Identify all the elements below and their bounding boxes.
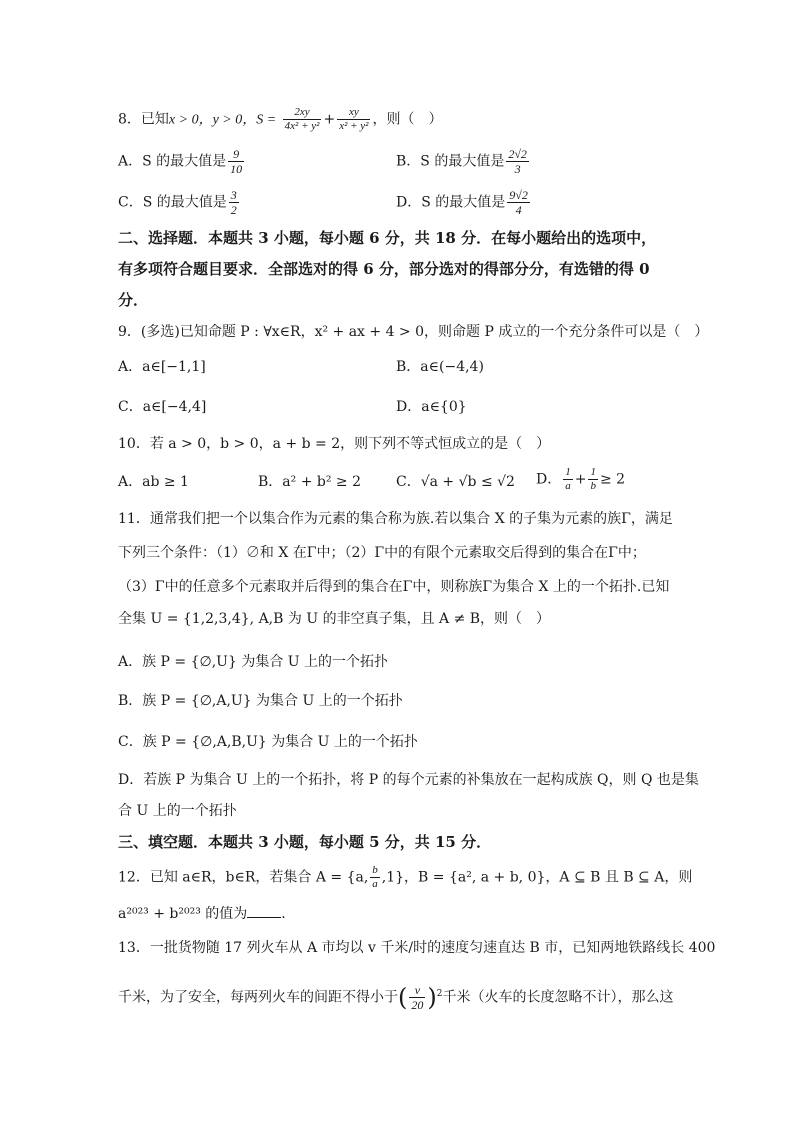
q10-option-c: C．√a + √b ≤ √2 [396,474,515,490]
q11-option-d-line1: D．若族 P 为集合 U 上的一个拓扑，将 P 的每个元素的补集放在一起构成族 Q，则 Q 也是集 [118,772,699,788]
q9-option-c: C．a∈[−4,4] [118,399,207,415]
q13-exponent: 2 [436,988,443,999]
q11-line2: 下列三个条件：（1）∅和 X 在Γ中；（2）Γ中的有限个元素取交后得到的集合在Γ中； [118,545,646,561]
q12-answer-line: a²⁰²³ + b²⁰²³ 的值为 . [118,906,286,922]
q10-option-a: A．ab ≥ 1 [118,474,189,490]
q9-option-d: D．a∈{0} [396,399,467,415]
q9-stem: 9．(多选)已知命题 P : ∀x∈R，x² + ax + 4 > 0，则命题 P 成立的一个充分条件可以是（ ） [118,324,709,340]
q8-option-c: C．S 的最大值是 $\frac{3}{2}$ [118,188,237,217]
q11-option-d-line2: 合 U 上的一个拓扑 [118,803,237,819]
q12-answer-blank[interactable] [247,905,281,918]
q11-option-b: B．族 P = {∅,A,U} 为集合 U 上的一个拓扑 [118,693,403,709]
q8-fraction-1: $\frac{2xy}{\text{4x² + y²}}$ [284,106,320,132]
q10-option-b: B．a² + b² ≥ 2 [258,474,361,490]
q8-stem-prefix: 8．已知 [118,111,169,128]
q8-option-b: B．S 的最大值是 $\frac{2√2}{3}$ [396,147,527,176]
q11-option-a: A．族 P = {∅,U} 为集合 U 上的一个拓扑 [118,654,389,670]
section2-heading-line3: 分． [118,291,149,309]
section2-heading-line2: 有多项符合题目要求．全部选对的得 6 分，部分选对的得部分分，有选错的得 0 [118,260,650,278]
q13-line2: 千米，为了安全，每两列火车的间距不得小于( $\frac{v}{20}$ )$^2$千米（火车的长度忽略不计），那么这 [118,983,674,1012]
section3-heading: 三、填空题．本题共 3 小题，每小题 5 分，共 15 分． [118,833,492,851]
q11-option-c: C．族 P = {∅,A,B,U} 为集合 U 上的一个拓扑 [118,734,418,750]
q8-stem: 8．已知x > 0，y > 0，S = $\frac{2xy}{\text{4x² + y²}}$ + $\frac{xy}{\text{x² + y²}}$ ，则（ ） [118,106,443,132]
q12-fraction: $\frac{b}{a}$ [372,864,378,890]
q8-option-a: A．S 的最大值是 $\frac{9}{10}$ [118,147,243,176]
q8-option-d: D．S 的最大值是 $\frac{9√2}{4}$ [396,188,528,217]
q12-stem: 12．已知 a∈R，b∈R，若集合 A = {a, $\frac{b}{a}$ ,1}，B = {a², a + b, 0}，A ⊆ B 且 B ⊆ A，则 [118,864,693,890]
q13-line1: 13．一批货物随 17 列火车从 A 市均以 v 千米/时的速度匀速直达 B 市，已知两地铁路线长 400 [118,940,716,956]
q11-line4: 全集 U = {1,2,3,4}, A,B 为 U 的非空真子集，且 A ≠ B，则（ ） [118,611,551,627]
q9-option-a: A．a∈[−1,1] [118,359,206,375]
q8-stem-suffix: ，则（ ） [372,111,443,128]
q9-option-b: B．a∈(−4,4) [396,359,484,375]
q8-condition: x > 0，y > 0，S = [168,112,277,128]
q10-option-d: D． $\frac{1}{a}$ + $\frac{1}{b}$ ≥ 2 [536,466,626,492]
q10-stem: 10．若 a > 0，b > 0，a + b = 2，则下列不等式恒成立的是（ ） [118,436,551,452]
q11-line3: （3）Γ中的任意多个元素取并后得到的集合在Γ中，则称族Γ为集合 X 上的一个拓扑.已知 [118,579,670,595]
q13-fraction: $\frac{v}{20}$ [411,983,424,1012]
q11-line1: 11．通常我们把一个以集合作为元素的集合称为族.若以集合 X 的子集为元素的族Γ，满足 [118,511,673,527]
section2-heading-line1: 二、选择题．本题共 3 小题，每小题 6 分，共 18 分．在每小题给出的选项中， [118,229,657,247]
q8-fraction-2: $\frac{xy}{\text{x² + y²}}$ [339,106,369,132]
